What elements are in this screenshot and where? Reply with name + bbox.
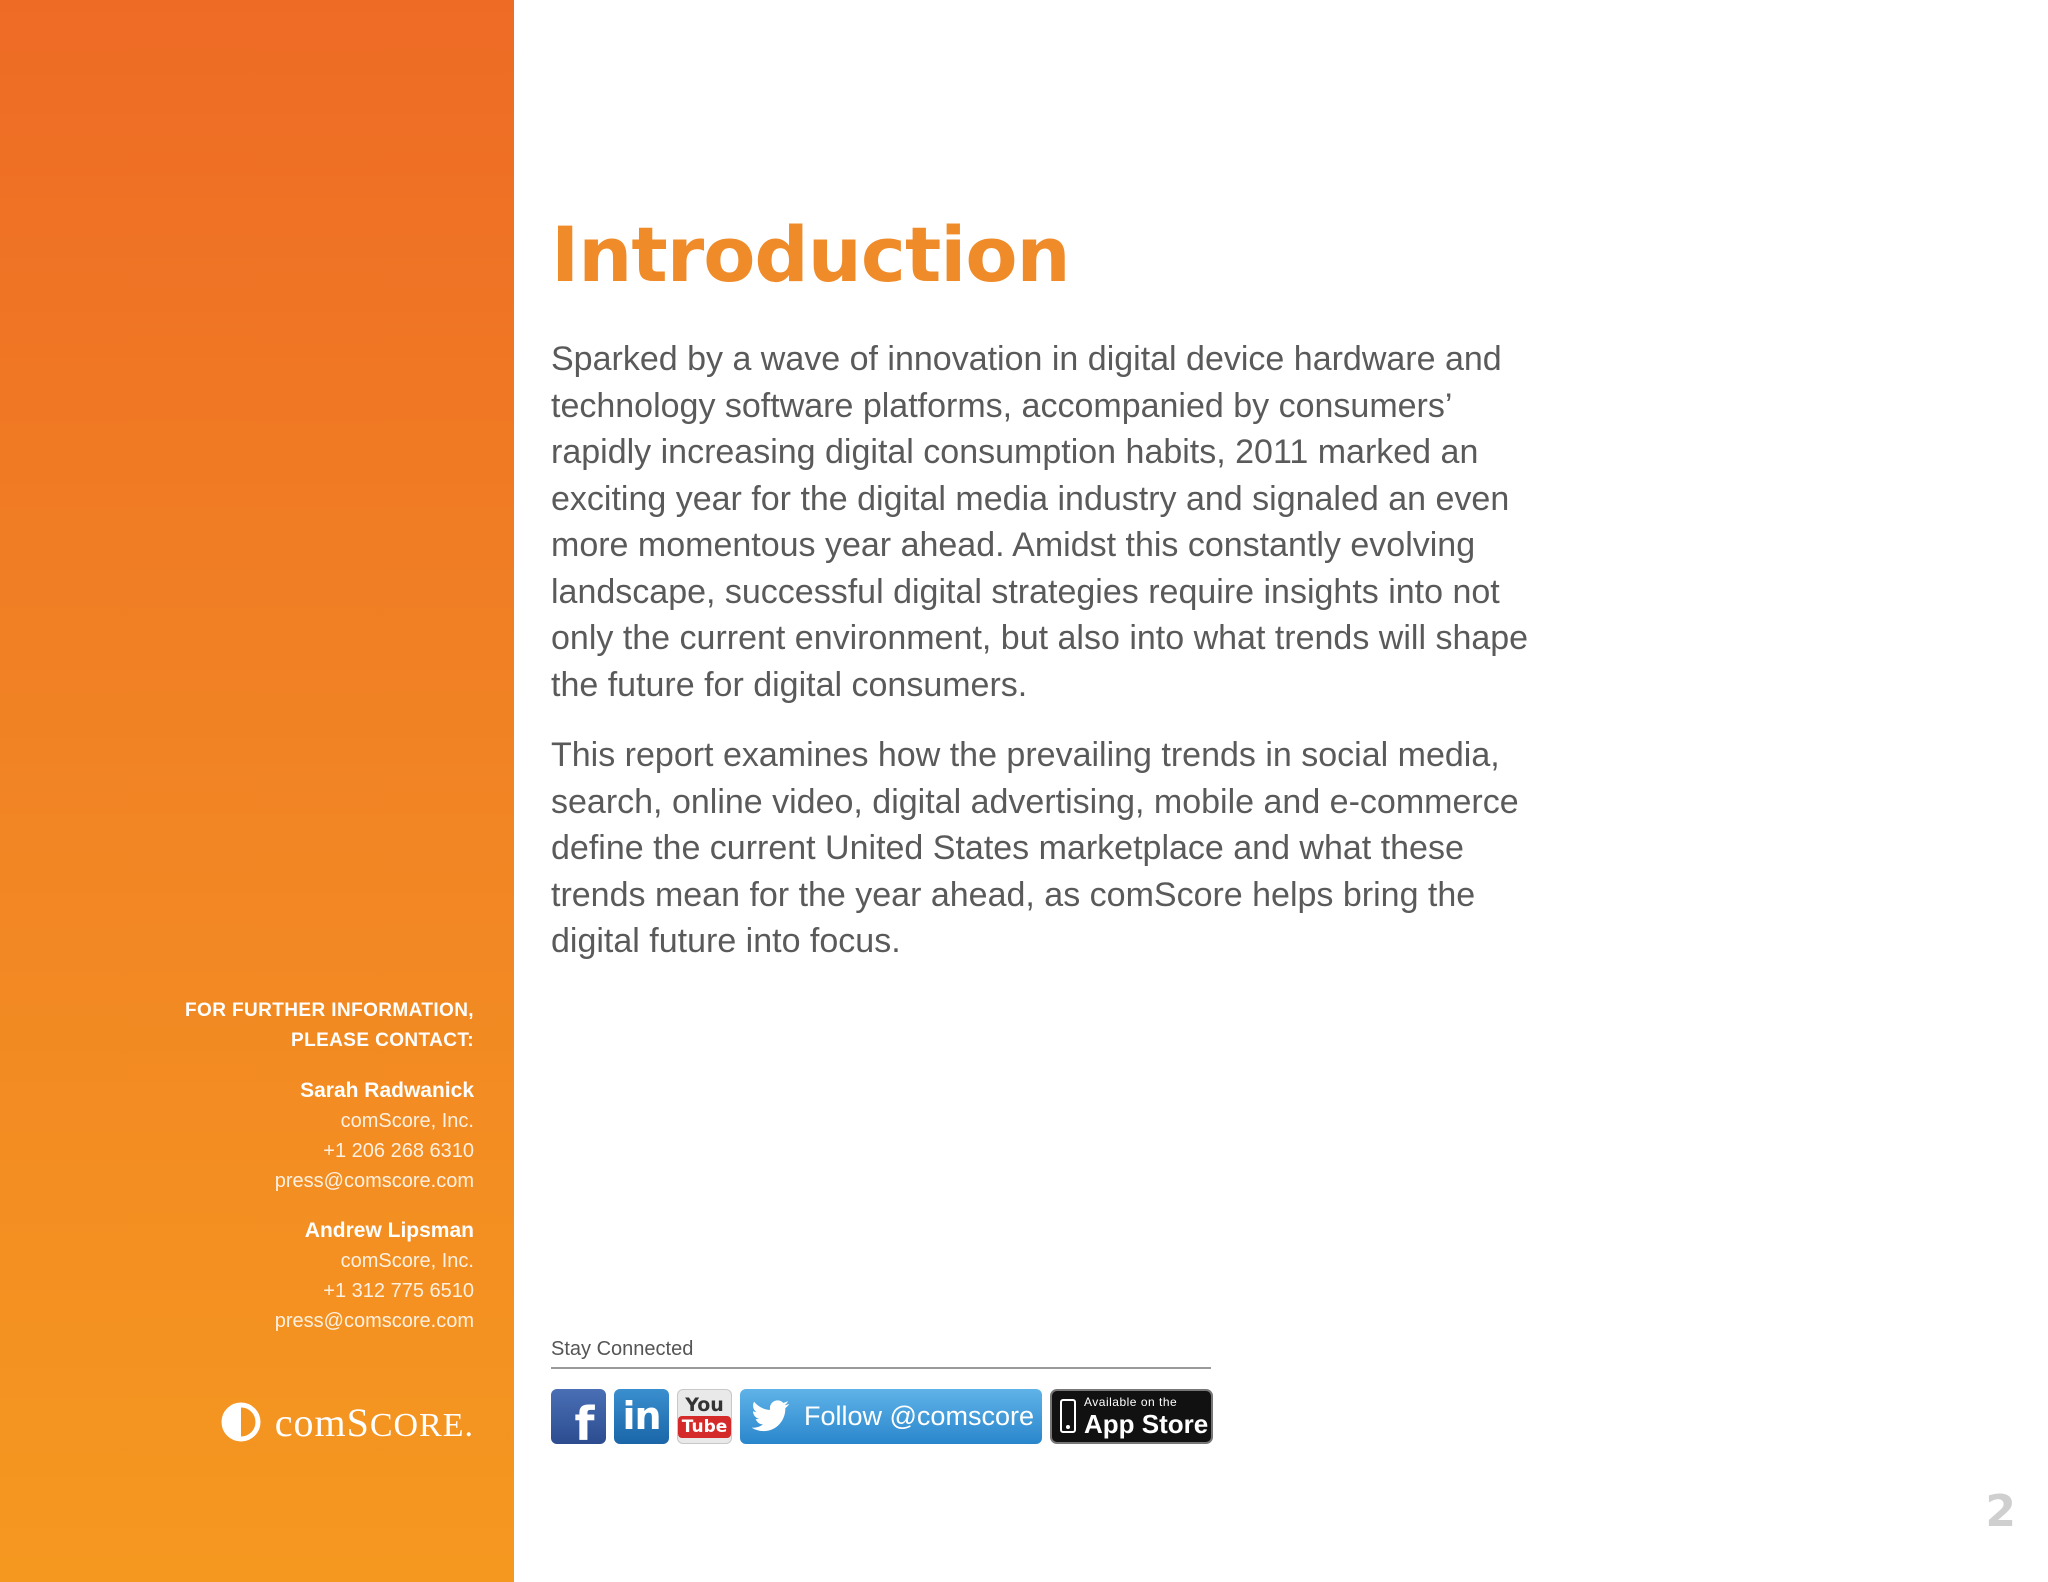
contact-heading-line-1: FOR FURTHER INFORMATION, xyxy=(185,1000,474,1021)
page-number: 2 xyxy=(1985,1486,2016,1537)
comscore-wordmark: comSCORE. xyxy=(274,1399,474,1445)
sidebar xyxy=(0,0,514,1582)
app-store-small-text: Available on the xyxy=(1084,1394,1178,1409)
contact-email[interactable]: press@comscore.com xyxy=(274,1310,474,1332)
paragraph: Sparked by a wave of innovation in digital device hardware and technology software platforms, accompanied by consumers’ rapidly increasing digital consumption habits, 2011 marked an exciting year for the digital media industry and signaled an even more momentous year ahead. Amidst this constantly evolving landscape, successful digital strategies require insights into not only the current environment, but also into what trends will shape the future for digital consumers. xyxy=(551,340,1529,704)
contact-block xyxy=(34,1076,474,1196)
social-links xyxy=(551,1388,1213,1444)
stay-connected-label: Stay Connected xyxy=(551,1338,1211,1369)
contact-phone: +1 312 775 6510 xyxy=(323,1280,474,1302)
contact-block xyxy=(34,1216,474,1336)
iphone-icon xyxy=(1060,1399,1076,1433)
intro-body xyxy=(551,336,1551,989)
paragraph: This report examines how the prevailing trends in social media, search, online video, digital advertising, mobile and e-commerce define the current United States marketplace and what these trends mean for the year ahead, as comScore helps bring the digital future into focus. xyxy=(551,736,1519,960)
contact-phone: +1 206 268 6310 xyxy=(323,1140,474,1162)
contact-company: comScore, Inc. xyxy=(340,1250,474,1272)
page-title: Introduction xyxy=(551,210,1070,299)
contact-name: Sarah Radwanick xyxy=(300,1079,474,1102)
twitter-bird-icon xyxy=(752,1400,790,1432)
contact-company: comScore, Inc. xyxy=(340,1110,474,1132)
contact-email[interactable]: press@comscore.com xyxy=(274,1170,474,1192)
contact-info xyxy=(34,996,474,1336)
app-store-badge[interactable] xyxy=(1050,1389,1213,1444)
comscore-logo xyxy=(221,1398,474,1446)
twitter-follow-button[interactable] xyxy=(740,1389,1042,1444)
twitter-follow-label: Follow @comscore xyxy=(804,1400,1034,1431)
youtube-icon[interactable]: You Tube xyxy=(677,1389,732,1444)
linkedin-icon[interactable]: in xyxy=(614,1389,669,1444)
contact-name: Andrew Lipsman xyxy=(304,1219,474,1242)
app-store-big-text: App Store xyxy=(1084,1408,1209,1439)
contact-heading-line-2: PLEASE CONTACT: xyxy=(291,1030,474,1051)
comscore-logo-icon xyxy=(221,1402,261,1442)
facebook-icon[interactable]: f xyxy=(551,1389,606,1444)
